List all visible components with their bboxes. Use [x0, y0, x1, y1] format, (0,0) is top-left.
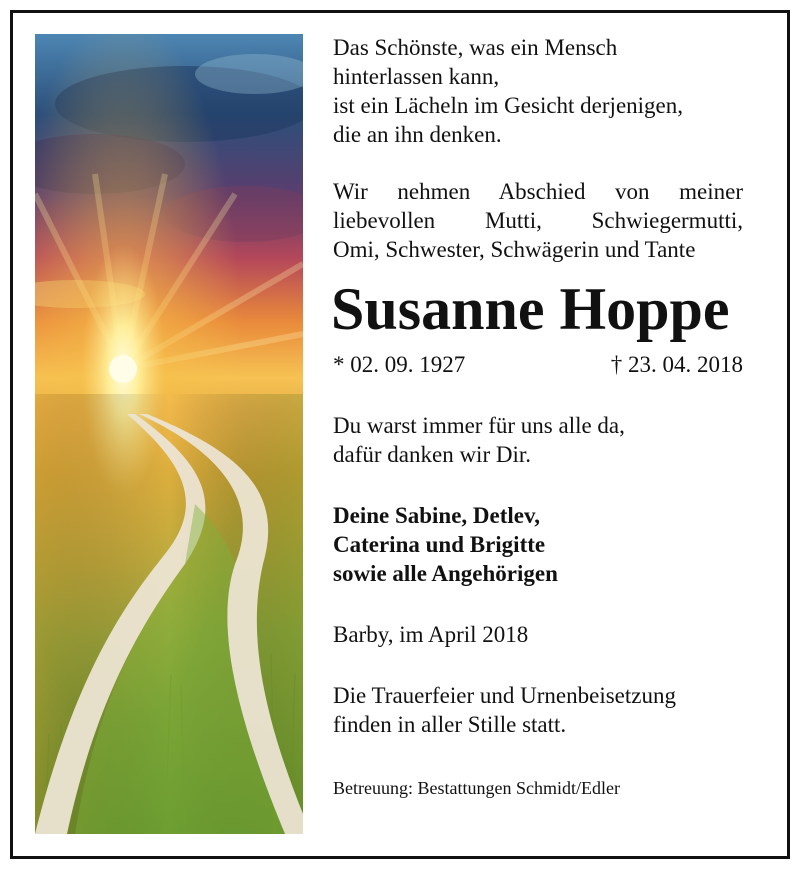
- quote-line: Das Schönste, was ein Mensch: [333, 35, 618, 60]
- sunset-path-photo: [35, 34, 303, 834]
- funeral-line: Die Trauerfeier und Urnenbeisetzung: [333, 683, 676, 708]
- farewell-line: Wir nehmen Abschied von meiner: [333, 179, 743, 204]
- mourners-line: Deine Sabine, Detlev,: [333, 503, 540, 528]
- sunset-field-image: [35, 34, 303, 834]
- mourners-line: sowie alle Angehörigen: [333, 561, 558, 586]
- death-date: † 23. 04. 2018: [610, 352, 743, 377]
- quote-line: die an ihn denken.: [333, 122, 502, 147]
- place-date: Barby, im April 2018: [333, 622, 529, 647]
- deceased-name: Susanne Hoppe: [331, 276, 730, 342]
- birth-date: * 02. 09. 1927: [333, 352, 466, 377]
- funeral-info: [333, 681, 743, 739]
- farewell-line: Omi, Schwester, Schwägerin und Tante: [333, 237, 696, 262]
- quote: [333, 33, 743, 149]
- quote-line: hinterlassen kann,: [333, 64, 500, 89]
- mourners-line: Caterina und Brigitte: [333, 532, 546, 557]
- life-dates: [333, 350, 743, 379]
- mourners: [333, 501, 743, 588]
- thanks-line: dafür danken wir Dir.: [333, 442, 531, 467]
- funeral-home: Betreuung: Bestattungen Schmidt/Edler: [333, 778, 620, 798]
- thanks-line: Du warst immer für uns alle da,: [333, 413, 625, 438]
- funeral-line: finden in aller Stille statt.: [333, 712, 567, 737]
- farewell: [333, 177, 743, 264]
- quote-line: ist ein Lächeln im Gesicht derjenigen,: [333, 93, 683, 118]
- notice-frame: [10, 10, 790, 859]
- notice-text: [333, 33, 743, 799]
- thanks: [333, 411, 743, 469]
- farewell-line: liebevollen Mutti, Schwiegermutti,: [333, 208, 743, 233]
